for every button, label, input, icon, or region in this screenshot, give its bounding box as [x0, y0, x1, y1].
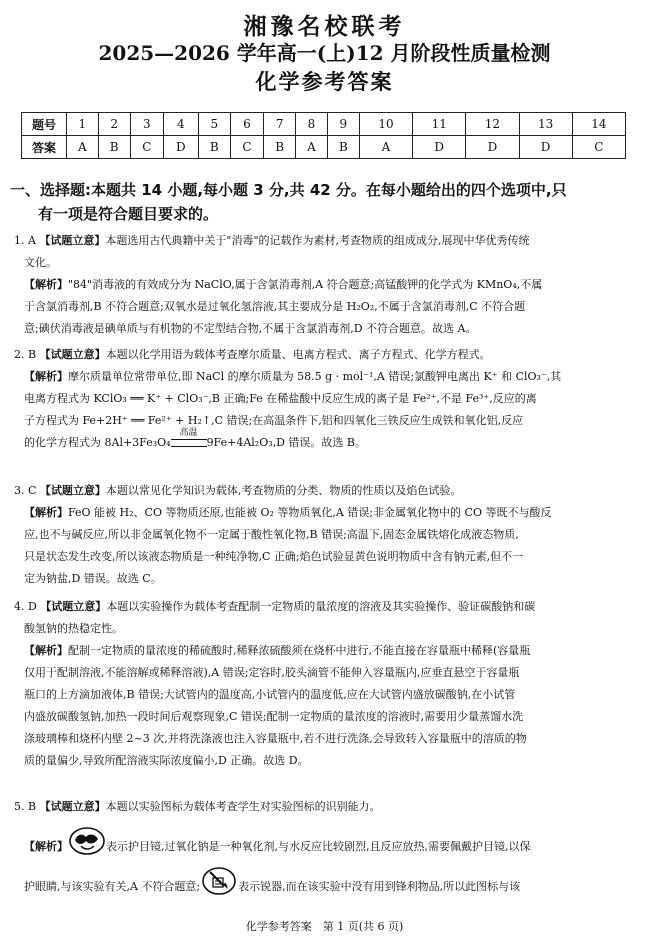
answer-cell: A: [296, 136, 328, 159]
section-heading-line1: 一、选择题:本题共 14 小题,每小题 3 分,共 42 分。在每小题给出的四个选项中,只: [10, 181, 567, 199]
analysis-text: 9Fe+4Al₂O₃,D 错误。故选 B。: [206, 436, 367, 449]
number-cell: 13: [519, 113, 572, 136]
section-heading-line2: 有一项是符合题目要求的。: [38, 205, 219, 223]
answer-cell: D: [163, 136, 198, 159]
question-5-analysis-line2: [14, 866, 634, 908]
intent-text: 本题以化学用语为载体考查摩尔质量、电离方程式、离子方程式、化学方程式。: [105, 348, 491, 361]
answer-cell: C: [572, 136, 625, 159]
answer-cell: B: [327, 136, 359, 159]
answer-cell: B: [198, 136, 230, 159]
number-cell: 7: [264, 113, 296, 136]
analysis-text: 质的量偏少,导致所配溶液实际浓度偏小,D 正确。故选 D。: [24, 754, 309, 767]
analysis-tag: 【解析】: [24, 840, 68, 853]
analysis-tag: 【解析】: [24, 644, 68, 657]
equals-arrow: [171, 439, 207, 447]
row-label-answers: 答案: [22, 136, 67, 159]
analysis-text: 表示护目镜,过氧化钠是一种氧化剂,与水反应比较剧烈,且反应放热,需要佩戴护目镜,以保: [106, 840, 531, 853]
analysis-text: FeO 能被 H₂、CO 等物质还原,也能被 O₂ 等物质氧化,A 错误;非金属氧化物中的 CO 等既不与酸反: [68, 506, 552, 519]
analysis-text: 定为钠盐,D 错误。故选 C。: [24, 572, 162, 585]
intent-text: 本题以实验操作为载体考查配制一定物质的量浓度的溶液及其实验操作、验证碳酸钠和碳: [106, 600, 536, 613]
row-label-numbers: 题号: [22, 113, 67, 136]
analysis-text: 于含氯消毒剂,B 不符合题意;双氧水是过氧化氢溶液,其主要成分是 H₂O₂,不属于含氯消毒剂,C 不符合题: [24, 300, 526, 313]
answer-table-numbers-row: [22, 113, 626, 136]
number-cell: 5: [198, 113, 230, 136]
header-exam: 2025—2026 学年高一(上)12 月阶段性质量检测: [98, 41, 551, 65]
number-cell: 2: [98, 113, 130, 136]
question-4: [14, 596, 634, 772]
answer-cell: A: [359, 136, 412, 159]
answer-cell: D: [519, 136, 572, 159]
analysis-text: 摩尔质量单位常带单位,即 NaCl 的摩尔质量为 58.5 g · mol⁻¹,A 错误;氯酸钾电离出 K⁺ 和 ClO₃⁻,其: [68, 370, 562, 383]
answer-cell: D: [466, 136, 519, 159]
intent-text: 本题以常见化学知识为载体,考查物质的分类、物质的性质以及焰色试验。: [105, 484, 462, 497]
number-cell: 3: [130, 113, 163, 136]
number-cell: 12: [466, 113, 519, 136]
number-cell: 10: [359, 113, 412, 136]
number-cell: 8: [296, 113, 328, 136]
analysis-text: 护眼睛,与该实验有关,A 不符合题意;: [24, 880, 201, 893]
number-cell: 1: [67, 113, 99, 136]
question-5: [14, 796, 634, 818]
answer-table: [21, 112, 626, 159]
analysis-text: 表示锐器,而在该实验中没有用到锋利物品,所以此图标与该: [238, 880, 521, 893]
intent-text: 本题以实验图标为载体考查学生对实验图标的识别能力。: [105, 800, 381, 813]
analysis-tag: 【解析】: [24, 370, 68, 383]
answer-table-answers-row: [22, 136, 626, 159]
intent-text: 本题选用古代典籍中关于"消毒"的记载作为素材,考查物质的组成成分,展现中华优秀传统: [105, 234, 530, 247]
number-cell: 4: [163, 113, 198, 136]
question-number: 1. A: [14, 234, 36, 247]
answer-cell: B: [98, 136, 130, 159]
intent-text: 文化。: [24, 256, 57, 269]
question-number: 3. C: [14, 484, 37, 497]
number-cell: 9: [327, 113, 359, 136]
analysis-text: 瓶口的上方滴加液体,B 错误;大试管内的温度高,小试管内的温度低,应在大试管内盛放碳酸钠,在小试管: [24, 688, 516, 701]
analysis-text: 子方程式为 Fe+2H⁺ ══ Fe²⁺ + H₂↑,C 错误;在高温条件下,铝和四氧化三铁反应生成铁和氧化铝,反应: [24, 414, 524, 427]
analysis-text: 只是状态发生改变,所以该液态物质是一种纯净物,C 正确;焰色试验显黄色说明物质中含有钠元素,但不一: [24, 550, 524, 563]
answer-cell: C: [130, 136, 163, 159]
analysis-text: 电离方程式为 KClO₃ ══ K⁺ + ClO₃⁻,B 正确;Fe 在稀盐酸中反应生成的离子是 Fe²⁺,不是 Fe³⁺,反应的离: [24, 392, 537, 405]
goggles-icon: [68, 826, 106, 868]
intent-text: 酸氢钠的热稳定性。: [24, 622, 123, 635]
number-cell: 14: [572, 113, 625, 136]
section-heading: [10, 178, 635, 226]
analysis-text: 内盛放碳酸氢钠,加热一段时间后观察现象,C 错误;配制一定物质的量浓度的溶液时,需要用少量蒸馏水洗: [24, 710, 524, 723]
question-3: [14, 480, 634, 590]
analysis-text: 的化学方程式为 8Al+3Fe₃O₄: [24, 436, 171, 449]
answer-cell: D: [413, 136, 466, 159]
intent-tag: 【试题立意】: [39, 348, 106, 361]
answer-cell: A: [67, 136, 99, 159]
intent-tag: 【试题立意】: [39, 800, 106, 813]
question-2: [14, 344, 634, 454]
number-cell: 6: [230, 113, 263, 136]
analysis-text: 仅用于配制溶液,不能溶解或稀释溶液),A 错误;定容时,胶头滴管不能伸入容量瓶内,应垂直悬空于容量瓶: [24, 666, 520, 679]
answer-cell: B: [264, 136, 296, 159]
intent-tag: 【试题立意】: [40, 600, 107, 613]
reaction-condition: 高温: [179, 428, 198, 438]
analysis-text: 应,也不与碱反应,所以非金属氧化物不一定属于酸性氧化物,B 错误;高温下,固态金属铁熔化成液态物质,: [24, 528, 519, 541]
question-number: 4. D: [14, 600, 37, 613]
analysis-tag: 【解析】: [24, 278, 68, 291]
analysis-text: 涤玻璃棒和烧杯内壁 2~3 次,并将洗涤液也注入容量瓶中,若不进行洗涤,会导致转入容量瓶中的溶质的物: [24, 732, 527, 745]
analysis-text: 配制一定物质的量浓度的稀硫酸时,稀释浓硫酸须在烧杯中进行,不能直接在容量瓶中稀释(容量瓶: [68, 644, 531, 657]
analysis-text: 意;碘伏消毒液是碘单质与有机物的不定型结合物,不属于含氯消毒剂,D 不符合题意。故选 A。: [24, 322, 477, 335]
analysis-tag: 【解析】: [24, 506, 68, 519]
answer-cell: C: [230, 136, 263, 159]
question-number: 5. B: [14, 800, 37, 813]
header-doc-title: 化学参考答案: [255, 69, 394, 94]
question-5-analysis-line1: [14, 826, 634, 868]
page-footer: 化学参考答案 第 1 页(共 6 页): [245, 920, 404, 933]
sharp-objects-icon: [200, 866, 238, 908]
question-1: [14, 230, 634, 340]
intent-tag: 【试题立意】: [39, 484, 106, 497]
analysis-text: "84"消毒液的有效成分为 NaClO,属于含氯消毒剂,A 符合题意;高锰酸钾的化学式为 KMnO₄,不属: [68, 278, 543, 291]
reaction-equation-line: [14, 428, 634, 454]
header-school: 湘豫名校联考: [243, 13, 406, 40]
intent-tag: 【试题立意】: [39, 234, 106, 247]
number-cell: 11: [413, 113, 466, 136]
question-number: 2. B: [14, 348, 37, 361]
